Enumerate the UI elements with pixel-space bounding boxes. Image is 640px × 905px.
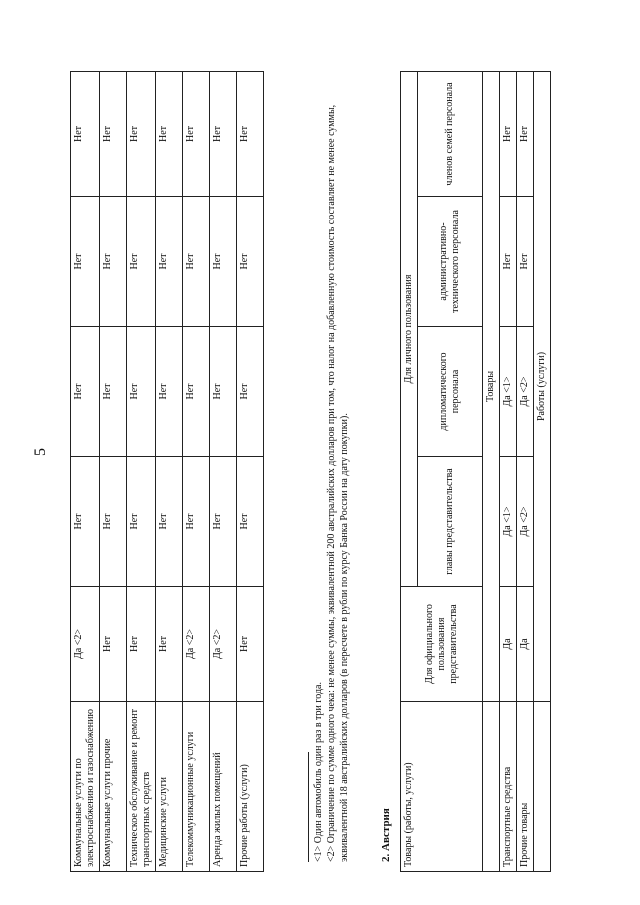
footnotes [308, 72, 351, 862]
table-cell: Да <1> [500, 457, 517, 587]
table-cell: Нет [183, 457, 210, 587]
table-cell: Нет [156, 587, 183, 702]
table-cell: Да <2> [183, 587, 210, 702]
table-cell: Нет [100, 327, 127, 457]
table-cell: Нет [100, 457, 127, 587]
table-cell: Нет [210, 72, 237, 197]
table-row [517, 71, 534, 871]
footnote-1: <1> Один автомобиль один раз в три года. [313, 682, 324, 862]
table-row [156, 72, 183, 872]
table-cell: Нет [127, 587, 156, 702]
row-label: Прочие товары [517, 702, 534, 872]
table-row [127, 72, 156, 872]
footnote-2: <2> Ограничение по сумме одного чека: не менее суммы, эквивалентной 200 австралийских долларов при том, что налог на добавленную стоимость составляет не менее суммы, эквивалентной 18 австралийских долларов (в пересчете в рубли по курсу Банка России на дату покупки). [326, 104, 350, 862]
row-label: Аренда жилых помещений [210, 702, 237, 872]
table-row [500, 71, 517, 871]
table-cell: Да [500, 587, 517, 702]
table-cell: Нет [127, 327, 156, 457]
works-section-label: Работы (услуги) [534, 71, 551, 701]
row-label: Техническое обслуживание и ремонт транспортных средств [127, 702, 156, 872]
table-cell: Да <2> [517, 327, 534, 457]
table-cell: Нет [237, 457, 264, 587]
table-cell: Нет [183, 72, 210, 197]
table-row [183, 72, 210, 872]
goods-section-label: Товары [483, 71, 500, 701]
header-diplomatic: дипломатического персонала [418, 327, 483, 457]
table-cell: Нет [237, 197, 264, 327]
table-cell: Нет [156, 327, 183, 457]
table-cell: Нет [210, 327, 237, 457]
table-cell: Нет [71, 457, 100, 587]
table-cell: Нет [127, 72, 156, 197]
table-cell: Да <1> [500, 327, 517, 457]
services-table [70, 71, 264, 872]
footnote-rule [308, 752, 309, 862]
page-number: 5 [32, 448, 49, 456]
table-cell: Нет [100, 72, 127, 197]
table-cell: Нет [100, 197, 127, 327]
table-cell: Нет [183, 327, 210, 457]
header-personal: Для личного пользования [401, 71, 418, 586]
table-row [237, 72, 264, 872]
section-heading: 2. Австрия [380, 808, 392, 862]
table-cell: Нет [210, 457, 237, 587]
table-cell: Нет [210, 197, 237, 327]
table-cell: Нет [237, 72, 264, 197]
table-cell: Да <2> [517, 457, 534, 587]
table-cell: Нет [500, 71, 517, 196]
table-cell: Нет [127, 457, 156, 587]
row-label: Транспортные средства [500, 702, 517, 872]
row-label: Коммунальные услуги по электроснабжению и газоснабжению [71, 702, 100, 872]
header-head: главы представительства [418, 457, 483, 587]
austria-table [400, 71, 551, 872]
table-cell: Нет [500, 197, 517, 327]
row-label: Прочие работы (услуги) [237, 702, 264, 872]
row-label: Телекоммуникационные услуги [183, 702, 210, 872]
table-row [100, 72, 127, 872]
table-row [71, 72, 100, 872]
table-cell: Нет [237, 327, 264, 457]
table-cell: Нет [183, 197, 210, 327]
header-admin: административно-технического персонала [418, 197, 483, 327]
rotated-content [70, 72, 630, 872]
header-official: Для официального пользования представительства [401, 587, 483, 702]
table-cell: Нет [156, 197, 183, 327]
table-cell: Нет [156, 72, 183, 197]
table-row [210, 72, 237, 872]
table-cell: Нет [156, 457, 183, 587]
table-cell: Нет [237, 587, 264, 702]
table-cell: Нет [127, 197, 156, 327]
table-cell: Нет [71, 72, 100, 197]
header-goods: Товары (работы, услуги) [401, 702, 483, 872]
table-cell: Нет [100, 587, 127, 702]
table-cell: Нет [71, 327, 100, 457]
table-cell: Да <2> [210, 587, 237, 702]
table-cell: Да [517, 587, 534, 702]
table-cell: Нет [517, 71, 534, 196]
table-cell: Нет [517, 197, 534, 327]
row-label: Медицинские услуги [156, 702, 183, 872]
row-label: Коммунальные услуги прочие [100, 702, 127, 872]
table-cell: Да <2> [71, 587, 100, 702]
table-cell: Нет [71, 197, 100, 327]
header-family: членов семей персонала [418, 71, 483, 196]
